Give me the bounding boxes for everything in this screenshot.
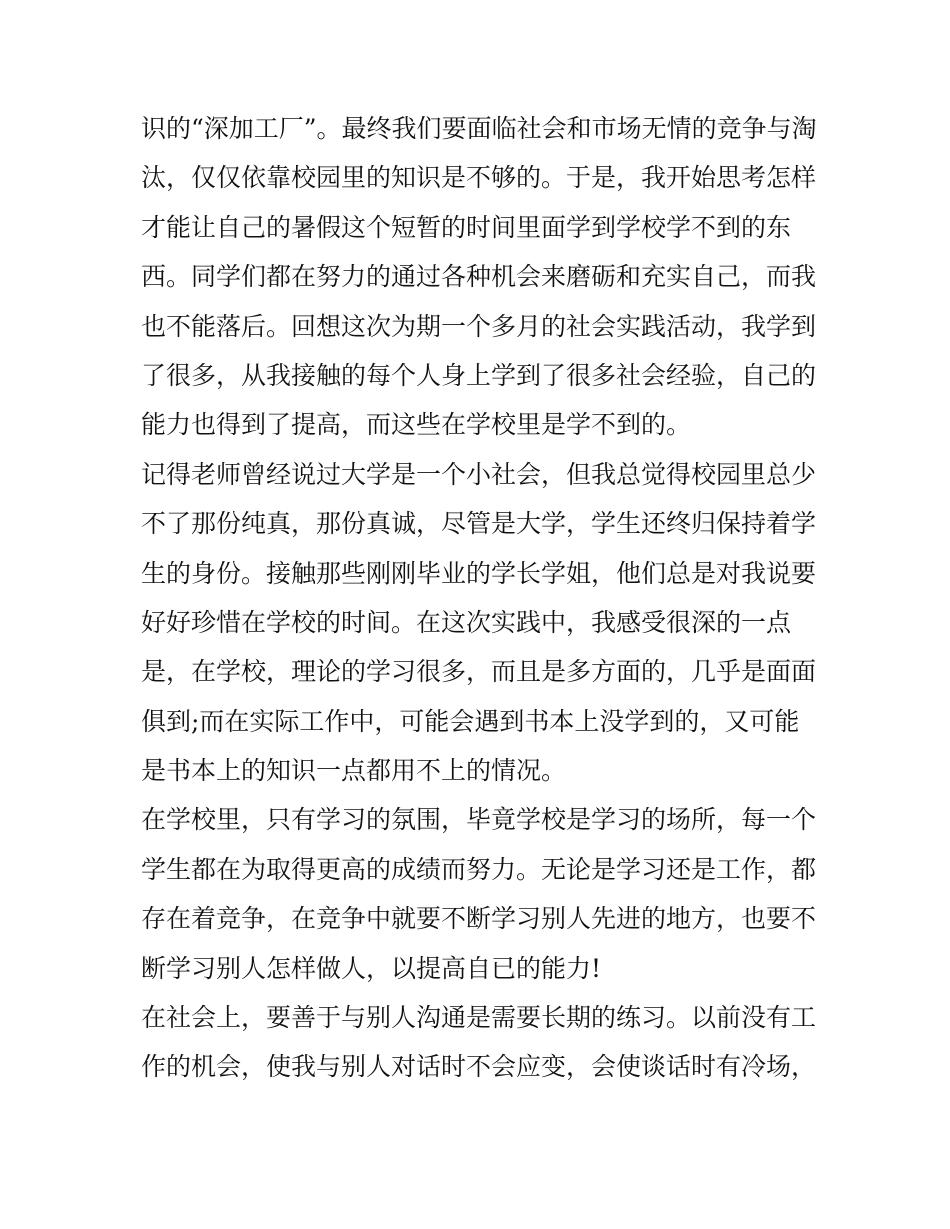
text-line: 不了那份纯真，那份真诚，尽管是大学，学生还终归保持着学 xyxy=(141,509,817,539)
text-line: 是，在学校，理论的学习很多，而且是多方面的，几乎是面面 xyxy=(141,657,817,687)
text-line: 生的身份。接触那些刚刚毕业的学长学姐，他们总是对我说要 xyxy=(141,558,817,588)
text-line: 是书本上的知识一点都用不上的情况。 xyxy=(141,756,567,786)
text-line: 汰，仅仅依靠校园里的知识是不够的。于是，我开始思考怎样 xyxy=(141,163,817,193)
text-line: 在学校里，只有学习的氛围，毕竟学校是学习的场所，每一个 xyxy=(141,805,817,835)
text-line: 才能让自己的暑假这个短暂的时间里面学到学校学不到的东 xyxy=(141,212,792,242)
text-line: 存在着竞争，在竞争中就要不断学习别人先进的地方，也要不 xyxy=(141,904,817,934)
text-line: 记得老师曾经说过大学是一个小社会，但我总觉得校园里总少 xyxy=(141,459,817,489)
body-text xyxy=(141,104,821,1092)
text-line: 了很多，从我接触的每个人身上学到了很多社会经验，自己的 xyxy=(141,360,817,390)
text-line: 作的机会，使我与别人对话时不会应变，会使谈话时有冷场， xyxy=(141,1052,817,1082)
text-line: 在社会上，要善于与别人沟通是需要长期的练习。以前没有工 xyxy=(141,1003,817,1033)
text-line: 俱到;而在实际工作中，可能会遇到书本上没学到的，又可能 xyxy=(141,706,800,736)
text-line: 断学习别人怎样做人，以提高自已的能力! xyxy=(141,953,602,983)
text-line: 也不能落后。回想这次为期一个多月的社会实践活动，我学到 xyxy=(141,311,817,341)
text-line: 学生都在为取得更高的成绩而努力。无论是学习还是工作，都 xyxy=(141,854,817,884)
text-line: 能力也得到了提高，而这些在学校里是学不到的。 xyxy=(141,410,692,440)
text-line: 好好珍惜在学校的时间。在这次实践中，我感受很深的一点 xyxy=(141,607,792,637)
text-line: 识的“深加工厂”。最终我们要面临社会和市场无情的竞争与淘 xyxy=(141,114,817,143)
text-line: 西。同学们都在努力的通过各种机会来磨砺和充实自己，而我 xyxy=(141,262,817,292)
